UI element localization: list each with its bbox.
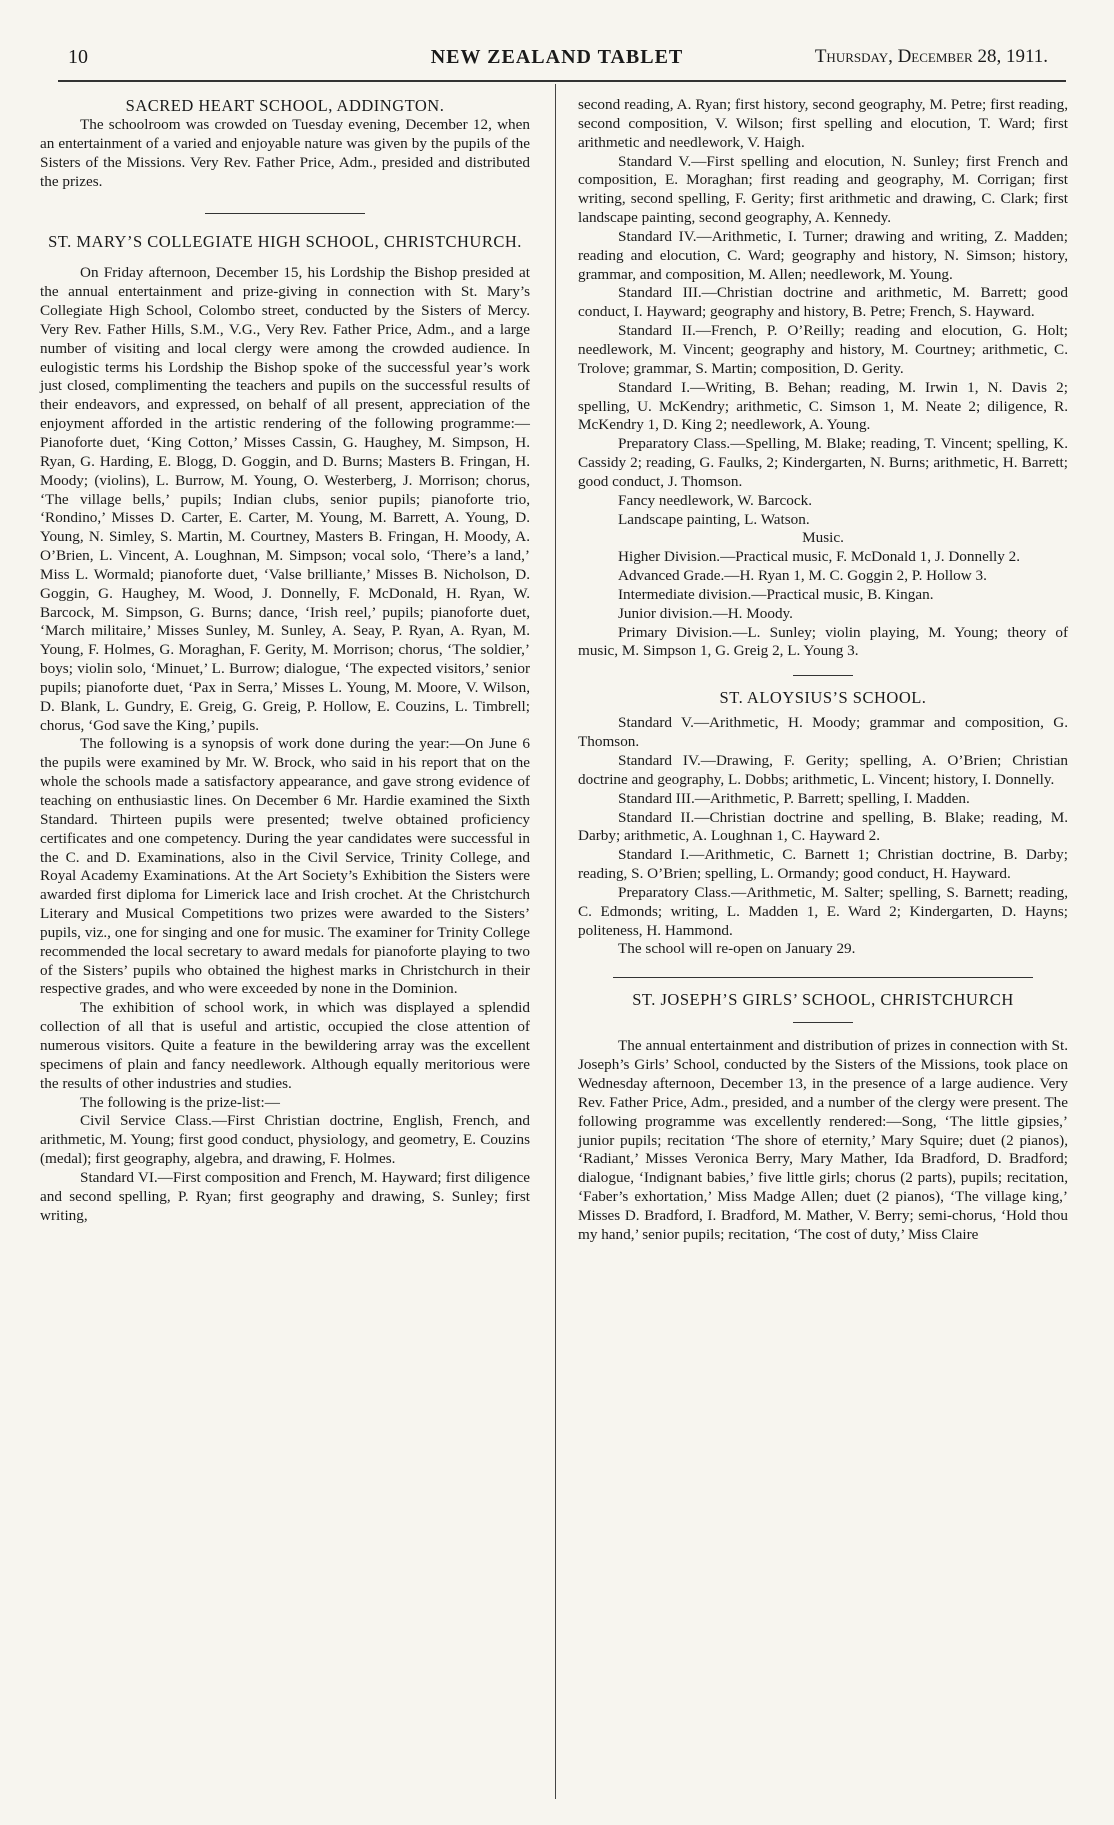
paragraph: Standard I.—Arithmetic, C. Barnett 1; Christian doctrine, B. Darby; reading, S. O’Brien; spelling, L. Ormandy; good conduct, H. Hayward. [578, 846, 1068, 883]
paragraph: The following is a synopsis of work done during the year:—On June 6 the pupils were examined by Mr. W. Brock, who said in his report that on the whole the schools made a satisfactory appearance, and gave strong evidence of teaching on enthusiastic lines. On December 6 Mr. Hardie examined the Sixth Standard. Thirteen pupils were presented; twelve obtained proficiency certificates and one competency. During the year candidates were successful in the C. and D. Examinations, also in the Civil Service, Trinity College, and Royal Academy Examinations. At the Art Society’s Exhibition the Sisters were awarded first diploma for Limerick lace and Irish crochet. At the Christchurch Literary and Musical Competitions two prizes were awarded to the Sisters’ pupils, viz., one for singing and one for music. The examiner for Trinity College recommended the local secretary to award medals for pianoforte playing to two of the Sisters’ pupils who obtained the highest marks in Christchurch in their respective grades, and who were exceeded by none in the Dominion. [40, 735, 530, 998]
masthead: NEW ZEALAND TABLET [430, 46, 684, 68]
paragraph: Primary Division.—L. Sunley; violin playing, M. Young; theory of music, M. Simpson 1, G. Greig 2, L. Young 3. [578, 623, 1068, 660]
paragraph: Standard III.—Arithmetic, P. Barrett; spelling, I. Madden. [618, 789, 970, 807]
paragraph: Standard II.—Christian doctrine and spelling, B. Blake; reading, M. Darby; arithmetic, A. Loughnan 1, C. Hayward 2. [578, 808, 1068, 845]
paragraph: Fancy needlework, W. Barcock. [618, 491, 813, 509]
left-column [40, 96, 530, 1225]
paragraph: Standard IV.—Drawing, F. Gerity; spelling, A. O’Brien; Christian doctrine and geography, L. Dobbs; arithmetic, L. Vincent; history, I. Donnelly. [578, 752, 1068, 788]
page-header [58, 46, 1056, 76]
section-separator [793, 675, 853, 676]
music-heading: Music. [802, 529, 844, 547]
paragraph: The schoolroom was crowded on Tuesday evening, December 12, when an entertainment of a varied and enjoyable nature was given by the pupils of the Sisters of the Missions. Very Rev. Father Price, Adm., presided and distributed the prizes. [40, 116, 530, 190]
paragraph: The following is the prize-list:— [80, 1093, 280, 1111]
paragraph: Civil Service Class.—First Christian doctrine, English, French, and arithmetic, M. Young; first good conduct, physiology, and geometry, E. Couzins (medal); first geography, algebra, and drawing, F. Holmes. [40, 1112, 530, 1168]
paragraph: The exhibition of school work, in which was displayed a splendid collection of all that is useful and artistic, occupied the close attention of numerous visitors. Quite a feature in the bewildering array was the excellent specimens of plain and fancy needlework. Although equally meritorious were the results of other industries and studies. [40, 999, 530, 1092]
paragraph: second reading, A. Ryan; first history, second geography, M. Petre; first reading, second composition, V. Wilson; first spelling and elocution, T. Ward; first arithmetic and needlework, V. Haigh. [578, 96, 1068, 151]
paragraph: On Friday afternoon, December 15, his Lordship the Bishop presided at the annual entertainment and prize-giving in connection with St. Mary’s Collegiate High School, Colombo street, conducted by the Sisters of Mercy. Very Rev. Father Hills, S.M., V.G., Very Rev. Father Price, Adm., and a large number of visiting and local clergy were among the crowded audience. In eulogistic terms his Lordship the Bishop spoke of the successful year’s work just closed, complimenting the teachers and pupils on the successful results of their endeavors, and expressed, on behalf of all present, appreciation of the enjoyment afforded in the artistic rendering of the following programme:—Pianoforte duet, ‘King Cotton,’ Misses Cassin, G. Haughey, M. Simpson, H. Ryan, G. Harding, E. Blogg, D. Goggin, and D. Burns; Masters B. Fringan, H. Moody; (violins), L. Burrow, M. Young, O. Westerberg, J. Morrison; chorus, ‘The village bells,’ pupils; Indian clubs, senior pupils; pianoforte trio, ‘Rondino,’ Misses D. Carter, E. Carter, M. Young, M. Barrett, A. Young, D. Young, N. Simley, S. Martin, M. Courtney, Masters B. Fringan, H. Moody, A. O’Brien, L. Vincent, A. Loughnan, M. Simpson; vocal solo, ‘There’s a land,’ Miss L. Wormald; pianoforte duet, ‘Valse brilliante,’ Misses B. Nicholson, D. Goggin, G. Haughey, M. Wood, J. Donnelly, F. McDonald, H. Ryan, W. Barcock, M. Simpson, G. Burns; dance, ‘Irish reel,’ pupils; pianoforte duet, ‘March militaire,’ Misses Sunley, M. Sunley, A. Seay, P. Ryan, A. Ryan, M. Young, F. Holmes, G. Moraghan, F. Gerity, M. Morrison; chorus, ‘The soldier,’ boys; violin solo, ‘Minuet,’ L. Burrow; dialogue, ‘The expected visitors,’ senior pupils; pianoforte duet, ‘Pax in Serra,’ Misses L. Young, M. Moore, V. Wilson, D. Blank, L. Gundry, E. Greig, G. Greig, P. Hollow, E. Couzins, L. Timbrell; chorus, ‘God save the King,’ pupils. [40, 264, 530, 734]
issue-date: Thursday, December 28, 1911. [814, 46, 1048, 67]
section-separator [613, 977, 1033, 978]
paragraph: The school will re-open on January 29. [618, 940, 856, 958]
paragraph: The annual entertainment and distribution of prizes in connection with St. Joseph’s Girls’ School, conducted by the Sisters of the Missions, took place on Wednesday afternoon, December 13, in the presence of a large audience. Very Rev. Father Price, Adm., presided, and a number of the clergy were present. The following programme was excellently rendered:—Song, ‘The little gipsies,’ junior pupils; recitation ‘The shore of eternity,’ Mary Squire; duet (2 pianos), ‘Radiant,’ Misses Veronica Berry, Mary Mather, Ida Bradford, D. Bradford; dialogue, ‘Indignant babies,’ five little girls; chorus (2 parts), pupils; recitation, ‘Faber’s exhortation,’ Miss Madge Allen; duet (2 pianos), ‘The village king,’ Misses D. Bradford, I. Bradford, M. Mather, V. Berry; semi-chorus, ‘Hold thou my hand,’ senior pupils; recitation, ‘The cost of duty,’ Miss Claire [578, 1037, 1068, 1243]
section-separator [205, 213, 365, 214]
paragraph: Intermediate division.—Practical music, B. Kingan. [618, 585, 934, 603]
paragraph: Preparatory Class.—Spelling, M. Blake; reading, T. Vincent; spelling, K. Cassidy 2; reading, G. Faulks, 2; Kindergarten, N. Burns; arithmetic, H. Barrett; good conduct, J. Thomson. [578, 435, 1068, 490]
paragraph: Preparatory Class.—Arithmetic, M. Salter; spelling, S. Barnett; reading, C. Edmonds; writing, L. Madden 1, E. Ward 2; Kindergarten, D. Hayns; politeness, H. Hammond. [578, 883, 1068, 939]
paragraph: Standard VI.—First composition and French, M. Hayward; first diligence and second spelling, P. Ryan; first geography and drawing, S. Sunley; first writing, [40, 1168, 530, 1224]
section-separator [793, 1022, 853, 1023]
paragraph: Standard V.—Arithmetic, H. Moody; grammar and composition, G. Thomson. [578, 714, 1068, 751]
right-column [578, 96, 1068, 1245]
header-rule [58, 80, 1066, 82]
paragraph: Advanced Grade.—H. Ryan 1, M. C. Goggin 2, P. Hollow 3. [618, 567, 987, 585]
paragraph: Standard IV.—Arithmetic, I. Turner; drawing and writing, Z. Madden; reading and elocution, C. Ward; geography and history, N. Simson; history, grammar, and composition, M. Allen; needlework, M. Young. [578, 227, 1068, 283]
paragraph: Standard I.—Writing, B. Behan; reading, M. Irwin 1, N. Davis 2; spelling, U. McKendry; arithmetic, C. Simson 1, M. Neate 2; diligence, R. McKendry 1, D. King 2; needlework, A. Young. [578, 378, 1068, 434]
section-title-st-aloysius: ST. ALOYSIUS’S SCHOOL. [719, 688, 927, 708]
section-title-st-josephs: ST. JOSEPH’S GIRLS’ SCHOOL, CHRISTCHURCH [632, 990, 1014, 1010]
paragraph: Standard V.—First spelling and elocution, N. Sunley; first French and composition, E. Moraghan; first reading and geography, M. Corrigan; first writing, second spelling, F. Gerity; first arithmetic and drawing, C. Clark; first landscape painting, second geography, A. Kennedy. [578, 152, 1068, 227]
column-divider [555, 84, 556, 1799]
paragraph: Junior division.—H. Moody. [618, 604, 793, 622]
section-title-st-marys: ST. MARY’S COLLEGIATE HIGH SCHOOL, CHRISTCHURCH. [48, 232, 522, 252]
page-number: 10 [68, 46, 88, 68]
paragraph: Standard II.—French, P. O’Reilly; reading and elocution, G. Holt; needlework, M. Vincent; geography and history, M. Courtney; arithmetic, C. Trolove; grammar, S. Martin; composition, D. Gerity. [578, 322, 1068, 377]
paragraph: Standard III.—Christian doctrine and arithmetic, M. Barrett; good conduct, I. Hayward; geography and history, B. Petre; French, S. Hayward. [578, 284, 1068, 321]
section-title-sacred-heart: SACRED HEART SCHOOL, ADDINGTON. [125, 96, 445, 115]
paragraph: Landscape painting, L. Watson. [618, 510, 810, 528]
paragraph: Higher Division.—Practical music, F. McDonald 1, J. Donnelly 2. [618, 548, 1021, 566]
